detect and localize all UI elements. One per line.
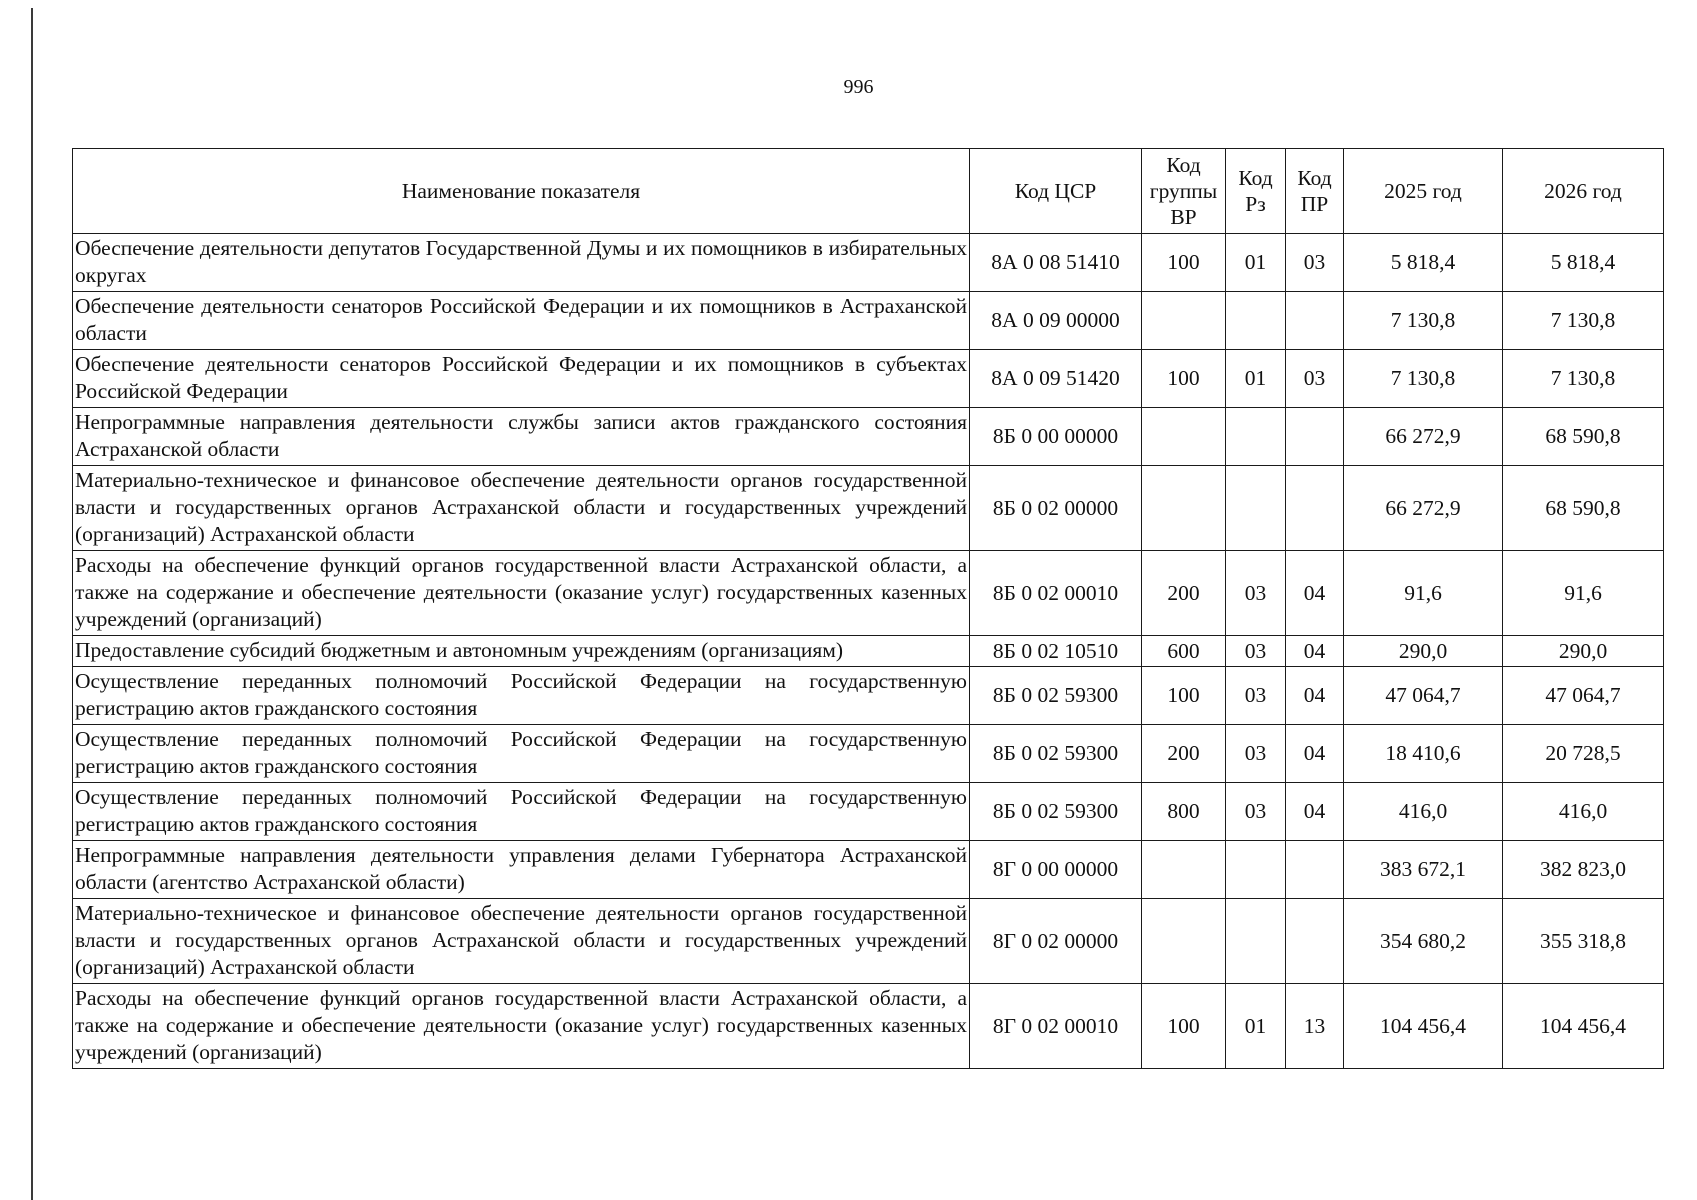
row-name: Предоставление субсидий бюджетным и автономным учреждениям (организациям) bbox=[73, 636, 970, 667]
header-name: Наименование показателя bbox=[73, 149, 970, 234]
row-value-2026: 47 064,7 bbox=[1503, 667, 1664, 725]
row-value-2025: 66 272,9 bbox=[1344, 408, 1503, 466]
table-row bbox=[73, 899, 1664, 984]
row-value-2025: 383 672,1 bbox=[1344, 841, 1503, 899]
row-rz-code bbox=[1226, 408, 1286, 466]
row-name: Непрограммные направления деятельности управления делами Губернатора Астраханской области (агентство Астраханской области) bbox=[73, 841, 970, 899]
row-vr-code: 800 bbox=[1142, 783, 1226, 841]
row-rz-code bbox=[1226, 466, 1286, 551]
row-name: Обеспечение деятельности депутатов Государственной Думы и их помощников в избирательных округах bbox=[73, 234, 970, 292]
row-pr-code bbox=[1286, 292, 1344, 350]
row-value-2025: 5 818,4 bbox=[1344, 234, 1503, 292]
row-value-2025: 91,6 bbox=[1344, 551, 1503, 636]
row-pr-code: 13 bbox=[1286, 984, 1344, 1069]
row-value-2025: 18 410,6 bbox=[1344, 725, 1503, 783]
row-csr-code: 8Б 0 00 00000 bbox=[970, 408, 1142, 466]
row-value-2025: 290,0 bbox=[1344, 636, 1503, 667]
header-vr-code: Код группы ВР bbox=[1142, 149, 1226, 234]
row-name: Материально-техническое и финансовое обеспечение деятельности органов государственной власти и государственных органов Астраханской области и государственных учреждений (организаций) Астраханской области bbox=[73, 466, 970, 551]
row-value-2026: 7 130,8 bbox=[1503, 292, 1664, 350]
row-csr-code: 8Б 0 02 00000 bbox=[970, 466, 1142, 551]
row-csr-code: 8Г 0 02 00000 bbox=[970, 899, 1142, 984]
row-rz-code bbox=[1226, 841, 1286, 899]
table-row bbox=[73, 636, 1664, 667]
row-value-2026: 68 590,8 bbox=[1503, 408, 1664, 466]
table-row bbox=[73, 350, 1664, 408]
table-row bbox=[73, 408, 1664, 466]
table-row bbox=[73, 466, 1664, 551]
row-vr-code: 600 bbox=[1142, 636, 1226, 667]
row-name: Расходы на обеспечение функций органов государственной власти Астраханской области, а также на содержание и обеспечение деятельности (оказание услуг) государственных казенных учреждений (организаций) bbox=[73, 551, 970, 636]
row-pr-code bbox=[1286, 899, 1344, 984]
row-vr-code: 100 bbox=[1142, 984, 1226, 1069]
row-vr-code: 100 bbox=[1142, 350, 1226, 408]
row-value-2026: 416,0 bbox=[1503, 783, 1664, 841]
header-2025: 2025 год bbox=[1344, 149, 1503, 234]
page-number: 996 bbox=[843, 76, 874, 98]
row-pr-code: 04 bbox=[1286, 783, 1344, 841]
row-rz-code bbox=[1226, 292, 1286, 350]
table-row bbox=[73, 841, 1664, 899]
row-csr-code: 8Б 0 02 59300 bbox=[970, 667, 1142, 725]
header-csr-code: Код ЦСР bbox=[970, 149, 1142, 234]
row-pr-code: 04 bbox=[1286, 725, 1344, 783]
row-name: Непрограммные направления деятельности службы записи актов гражданского состояния Астраханской области bbox=[73, 408, 970, 466]
row-name: Расходы на обеспечение функций органов государственной власти Астраханской области, а также на содержание и обеспечение деятельности (оказание услуг) государственных казенных учреждений (организаций) bbox=[73, 984, 970, 1069]
row-value-2026: 104 456,4 bbox=[1503, 984, 1664, 1069]
row-rz-code: 03 bbox=[1226, 636, 1286, 667]
row-vr-code: 100 bbox=[1142, 667, 1226, 725]
row-rz-code: 01 bbox=[1226, 350, 1286, 408]
row-pr-code: 03 bbox=[1286, 350, 1344, 408]
budget-table bbox=[72, 148, 1664, 1069]
row-csr-code: 8Б 0 02 10510 bbox=[970, 636, 1142, 667]
row-value-2026: 68 590,8 bbox=[1503, 466, 1664, 551]
row-pr-code bbox=[1286, 408, 1344, 466]
row-value-2025: 47 064,7 bbox=[1344, 667, 1503, 725]
row-rz-code bbox=[1226, 899, 1286, 984]
header-rz-code: Код Рз bbox=[1226, 149, 1286, 234]
row-vr-code bbox=[1142, 408, 1226, 466]
row-csr-code: 8Г 0 02 00010 bbox=[970, 984, 1142, 1069]
row-vr-code bbox=[1142, 466, 1226, 551]
row-vr-code: 200 bbox=[1142, 725, 1226, 783]
binding-edge-line bbox=[31, 8, 33, 1200]
row-rz-code: 03 bbox=[1226, 783, 1286, 841]
row-value-2026: 7 130,8 bbox=[1503, 350, 1664, 408]
row-vr-code bbox=[1142, 899, 1226, 984]
row-csr-code: 8Б 0 02 59300 bbox=[970, 783, 1142, 841]
row-csr-code: 8А 0 09 51420 bbox=[970, 350, 1142, 408]
row-value-2025: 416,0 bbox=[1344, 783, 1503, 841]
row-pr-code bbox=[1286, 466, 1344, 551]
row-csr-code: 8Г 0 00 00000 bbox=[970, 841, 1142, 899]
header-2026: 2026 год bbox=[1503, 149, 1664, 234]
row-value-2025: 7 130,8 bbox=[1344, 292, 1503, 350]
row-rz-code: 01 bbox=[1226, 234, 1286, 292]
row-csr-code: 8А 0 09 00000 bbox=[970, 292, 1142, 350]
row-value-2026: 20 728,5 bbox=[1503, 725, 1664, 783]
row-vr-code: 200 bbox=[1142, 551, 1226, 636]
row-value-2026: 355 318,8 bbox=[1503, 899, 1664, 984]
row-value-2025: 66 272,9 bbox=[1344, 466, 1503, 551]
row-pr-code: 04 bbox=[1286, 667, 1344, 725]
row-vr-code: 100 bbox=[1142, 234, 1226, 292]
table-row bbox=[73, 234, 1664, 292]
table-row bbox=[73, 783, 1664, 841]
row-pr-code: 04 bbox=[1286, 636, 1344, 667]
row-value-2026: 290,0 bbox=[1503, 636, 1664, 667]
row-rz-code: 03 bbox=[1226, 667, 1286, 725]
row-csr-code: 8Б 0 02 00010 bbox=[970, 551, 1142, 636]
row-rz-code: 03 bbox=[1226, 725, 1286, 783]
row-vr-code bbox=[1142, 841, 1226, 899]
row-value-2025: 7 130,8 bbox=[1344, 350, 1503, 408]
row-pr-code: 04 bbox=[1286, 551, 1344, 636]
row-rz-code: 01 bbox=[1226, 984, 1286, 1069]
row-pr-code bbox=[1286, 841, 1344, 899]
header-pr-code: Код ПР bbox=[1286, 149, 1344, 234]
row-csr-code: 8А 0 08 51410 bbox=[970, 234, 1142, 292]
row-value-2026: 5 818,4 bbox=[1503, 234, 1664, 292]
row-csr-code: 8Б 0 02 59300 bbox=[970, 725, 1142, 783]
row-name: Осуществление переданных полномочий Российской Федерации на государственную регистрацию актов гражданского состояния bbox=[73, 783, 970, 841]
table-header-row bbox=[73, 149, 1664, 234]
row-name: Материально-техническое и финансовое обеспечение деятельности органов государственной власти и государственных органов Астраханской области и государственных учреждений (организаций) Астраханской области bbox=[73, 899, 970, 984]
row-value-2025: 354 680,2 bbox=[1344, 899, 1503, 984]
row-vr-code bbox=[1142, 292, 1226, 350]
row-value-2026: 91,6 bbox=[1503, 551, 1664, 636]
table-row bbox=[73, 725, 1664, 783]
table-row bbox=[73, 984, 1664, 1069]
row-name: Обеспечение деятельности сенаторов Российской Федерации и их помощников в субъектах Российской Федерации bbox=[73, 350, 970, 408]
row-rz-code: 03 bbox=[1226, 551, 1286, 636]
row-pr-code: 03 bbox=[1286, 234, 1344, 292]
table-row bbox=[73, 667, 1664, 725]
row-name: Осуществление переданных полномочий Российской Федерации на государственную регистрацию актов гражданского состояния bbox=[73, 725, 970, 783]
row-value-2025: 104 456,4 bbox=[1344, 984, 1503, 1069]
row-name: Осуществление переданных полномочий Российской Федерации на государственную регистрацию актов гражданского состояния bbox=[73, 667, 970, 725]
table-row bbox=[73, 292, 1664, 350]
row-name: Обеспечение деятельности сенаторов Российской Федерации и их помощников в Астраханской области bbox=[73, 292, 970, 350]
table-row bbox=[73, 551, 1664, 636]
row-value-2026: 382 823,0 bbox=[1503, 841, 1664, 899]
